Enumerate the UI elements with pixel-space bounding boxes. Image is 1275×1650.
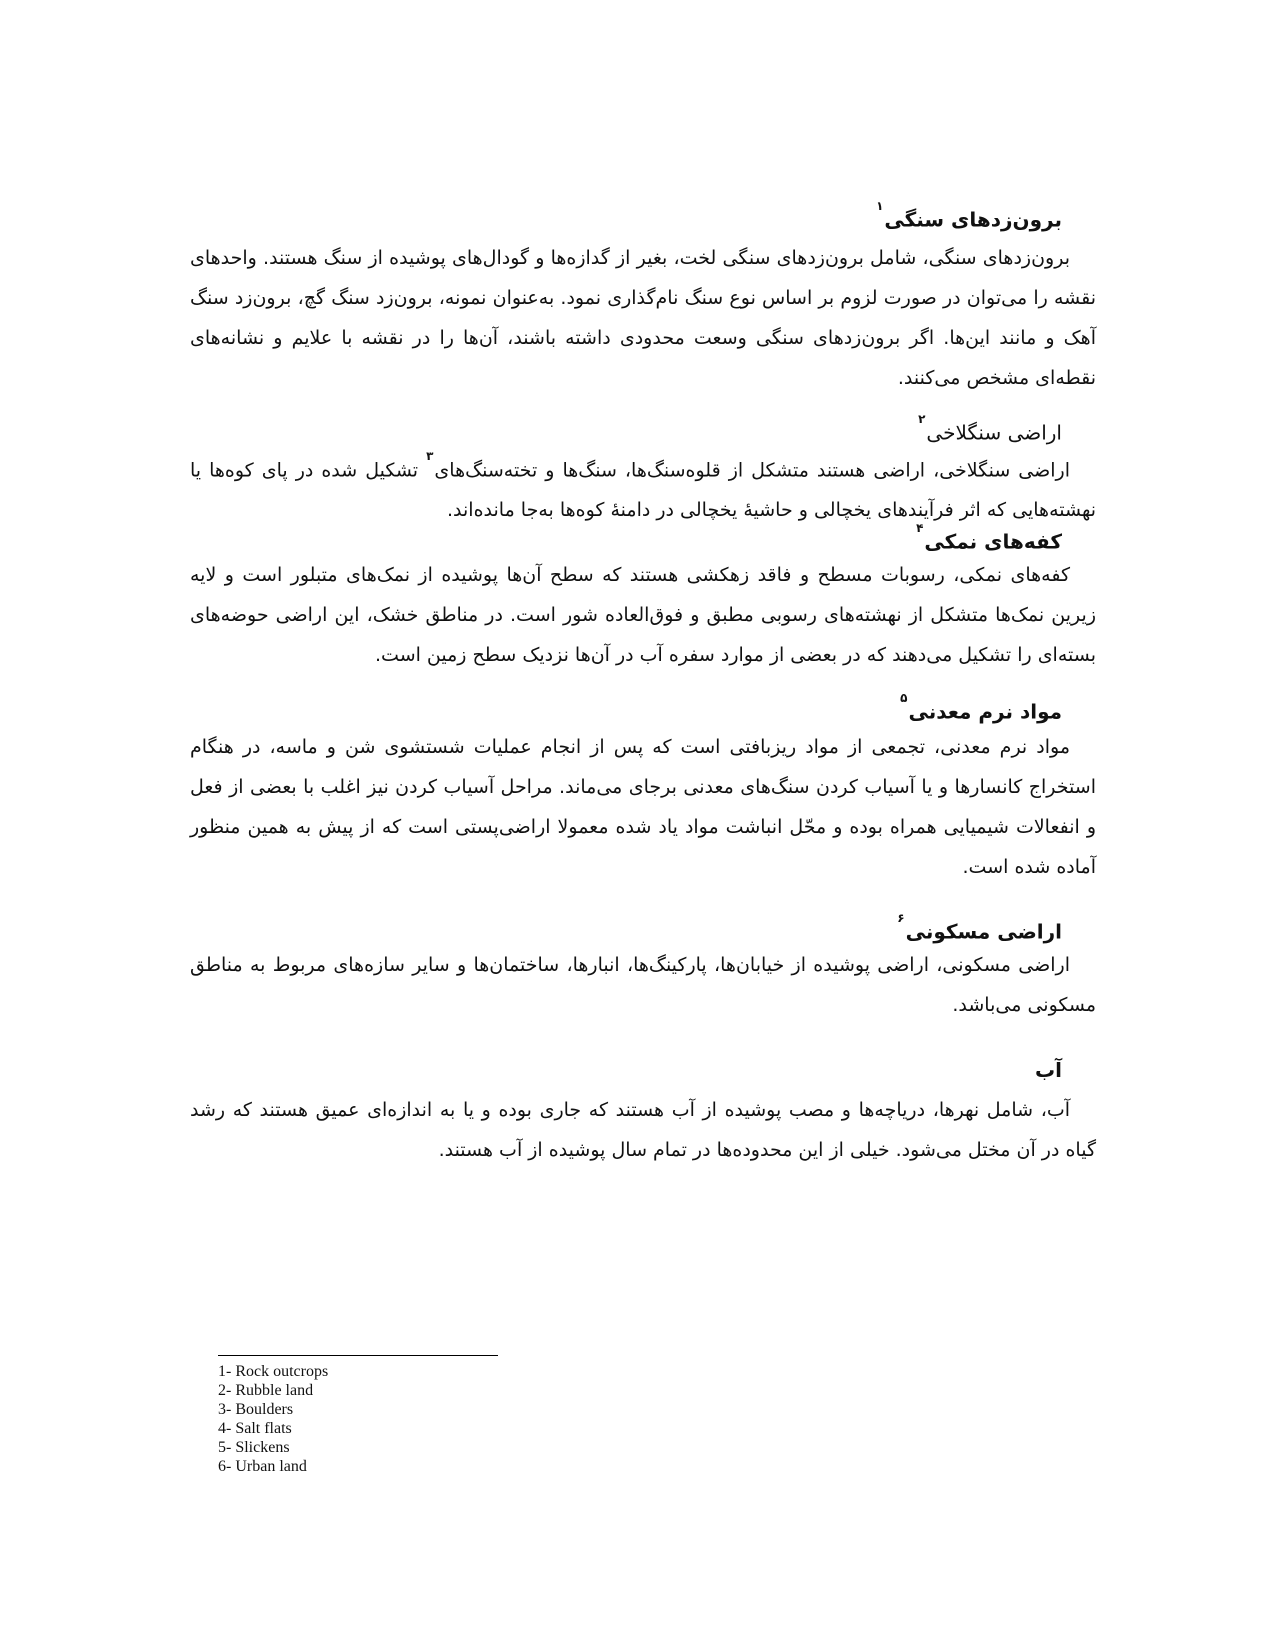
footnote-marker: ۳ bbox=[426, 449, 434, 463]
footnote-item: 1- Rock outcrops bbox=[218, 1363, 329, 1380]
footnote-marker: ۲ bbox=[918, 412, 926, 426]
section-body-water: آب، شامل نهرها، دریاچه‌ها و مصب پوشیده از آب هستند که جاری بوده و یا به اندازه‌ای عمیق هستند که رشد گیاه در آن مختل می‌شود. خیلی از این محدوده‌ها در تمام سال پوشیده از آب هستند. bbox=[190, 1099, 1096, 1161]
section-heading-water: آب bbox=[1035, 1058, 1062, 1082]
section-body-salt-flats: کفه‌های نمکی، رسوبات مسطح و فاقد زهکشی هستند که سطح آن‌ها پوشیده از نمک‌های متبلور است و لایه زیرین نمک‌ها متشکل از نهشته‌های رسوبی مطبق و فوق‌العاده شور است. در مناطق خشک، این اراضی حوضه‌های بسته‌ای را تشکیل می‌دهند که در بعضی از موارد سفره آب در آن‌ها نزدیک سطح زمین است. bbox=[190, 564, 1096, 666]
footnote-item: 3- Boulders bbox=[218, 1401, 294, 1418]
section-body-urban-land: اراضی مسکونی، اراضی پوشیده از خیابان‌ها، پارکینگ‌ها، انبارها، ساختمان‌ها و سایر سازه‌های مربوط به مناطق مسکونی می‌باشد. bbox=[190, 954, 1096, 1016]
footnote-item: 2- Rubble land bbox=[218, 1382, 314, 1399]
section-heading-rock-outcrops: برون‌زدهای سنگی$^۱$ bbox=[876, 199, 1062, 232]
footnote-item: 6- Urban land bbox=[218, 1458, 307, 1475]
section-heading-salt-flats: کفه‌های نمکی$^۴$ bbox=[916, 521, 1062, 554]
footnote-item: 4- Salt flats bbox=[218, 1420, 292, 1437]
section-body-rock-outcrops: برون‌زدهای سنگی، شامل برون‌زدهای سنگی لخت، بغیر از گدازه‌ها و گودال‌های پوشیده از سنگ هستند. واحدهای نقشه را می‌توان در صورت لزوم بر اساس نوع سنگ نام‌گذاری نمود. به‌عنوان نمونه، برون‌زد سنگ گچ، برون‌زد سنگ آهک و مانند این‌ها. اگر برون‌زدهای سنگی وسعت محدودی داشته باشند، آن‌ها را در نقشه با علایم و نشانه‌های نقطه‌ای مشخص می‌کنند. bbox=[190, 247, 1096, 389]
footnote-item: 5- Slickens bbox=[218, 1439, 290, 1456]
footnote-marker: ۶ bbox=[897, 911, 905, 925]
footnotes bbox=[218, 1362, 328, 1476]
footnote-separator bbox=[218, 1355, 498, 1356]
section-body-slickens: مواد نرم معدنی، تجمعی از مواد ریزبافتی است که پس از انجام عملیات شستشوی شن و ماسه، در هنگام استخراج کانسارها و یا آسیاب کردن سنگ‌های معدنی برجای می‌ماند. مراحل آسیاب کردن نیز اغلب با بعضی از فعل و انفعالات شیمیایی همراه بوده و محّل انباشت مواد یاد شده معمولا اراضی‌پستی است که از پیش به همین منظور آماده شده است. bbox=[190, 736, 1096, 878]
section-heading-slickens: مواد نرم معدنی$^۵$ bbox=[900, 691, 1062, 724]
section-heading-rubble-land: اراضی سنگلاخی$^۲$ bbox=[918, 412, 1062, 445]
footnote-marker: ۱ bbox=[876, 199, 884, 213]
section-heading-urban-land: اراضی مسکونی$^۶$ bbox=[897, 911, 1062, 944]
footnote-marker: ۴ bbox=[916, 521, 924, 535]
footnote-marker: ۵ bbox=[900, 691, 908, 705]
section-body-rubble-land: اراضی سنگلاخی، اراضی هستند متشکل از قلوه‌سنگ‌ها، سنگ‌ها و تخته‌سنگ‌های$^۳$ تشکیل شده در پای کوه‌ها یا نهشته‌هایی که اثر فرآیندهای یخچالی و حاشیهٔ یخچالی در دامنهٔ کوه‌ها به‌جا مانده‌اند. bbox=[190, 449, 1096, 522]
